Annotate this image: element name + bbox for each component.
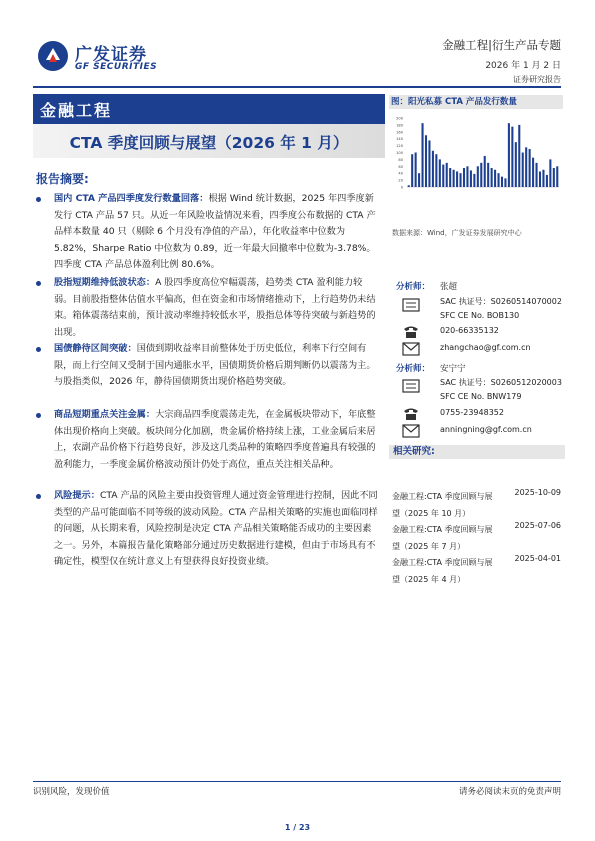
id-card-icon (402, 298, 420, 312)
related-title-line: 望（2025 年 4 月） (392, 575, 466, 584)
bullet-text: CTA 产品的风险主要由投资管理人通过资金管理进行控制，因此不同类型的产品可能面临不同等级的波动风险。CTA 产品相关策略的实施也面临同样的问题，从长期来看，风险控制是决定 CTA 产品相关策略能否成功的主要因素之一。另外，本篇报告量化策略部分通过历史数据进行建模，但由于市场具有不确定性，模型仅在统计意义上有望获得良好投资业绩。 (54, 490, 378, 568)
analyst-email[interactable]: anningning@gf.com.cn (440, 425, 532, 434)
chart-bar (473, 174, 475, 187)
analyst-name: 安宁宁 (440, 364, 466, 374)
chart-bar (435, 154, 437, 187)
chart-bar (408, 185, 410, 187)
chart-bar (525, 147, 527, 187)
chart-bar (432, 151, 434, 187)
bullet-lead: 股指短期维持低波状态： (54, 277, 156, 288)
y-tick-label: 60 (398, 164, 403, 169)
summary-bullet (36, 488, 380, 571)
chart-bar (446, 163, 448, 187)
analyst-label: 分析师： (396, 282, 431, 292)
phone-icon (402, 407, 420, 421)
summary-bullet (36, 341, 380, 391)
report-type: 证券研究报告 (513, 75, 561, 84)
chart-bar (484, 156, 486, 187)
report-date: 2026 年 1 月 2 日 (485, 61, 561, 71)
related-title-line: 金融工程:CTA 季度回顾与展 (392, 558, 493, 567)
y-tick-label: 200 (396, 116, 403, 121)
chart-bar (418, 173, 420, 187)
mail-icon (402, 342, 420, 356)
chart-bar (480, 163, 482, 187)
chart-bar (556, 166, 558, 187)
related-item-date: 2025-10-09 (514, 488, 561, 497)
related-title-line: 金融工程:CTA 季度回顾与展 (392, 525, 493, 534)
header-rule (33, 86, 561, 88)
chart-bar (546, 175, 548, 187)
chart-bar (515, 142, 517, 187)
logo-text-cn: 广发证券 (75, 45, 147, 65)
chart-bar (415, 153, 417, 188)
related-item-date: 2025-07-06 (514, 521, 561, 530)
chart-bar (422, 123, 424, 187)
analyst-phone: 0755-23948352 (440, 408, 504, 417)
chart-bar (542, 170, 544, 187)
y-tick-label: 140 (396, 137, 403, 142)
chart-bar (536, 163, 538, 187)
chart-bar (549, 159, 551, 187)
analyst-sac: SAC 执证号：S0260514070002 (440, 297, 562, 306)
summary-heading: 报告摘要: (36, 172, 89, 186)
chart-bar (477, 166, 479, 187)
analyst-sac: SAC 执证号：S0260512020003 (440, 378, 562, 387)
related-title-line: 金融工程:CTA 季度回顾与展 (392, 492, 493, 501)
report-category: 金融工程|衍生产品专题 (442, 38, 561, 52)
y-tick-label: 100 (396, 151, 403, 155)
chart-bar (498, 173, 500, 187)
gf-logo-icon (37, 40, 69, 72)
issuance-bar-chart (391, 115, 561, 200)
chart-bar (539, 171, 541, 187)
chart-bar (470, 170, 472, 187)
chart-bar (553, 168, 555, 187)
chart-bar (491, 168, 493, 187)
chart-bar (487, 163, 489, 187)
bullet-dot-icon (36, 413, 41, 418)
y-tick-label: 0 (400, 185, 403, 190)
chart-bar (453, 170, 455, 187)
y-tick-label: 180 (396, 123, 403, 128)
chart-bar (460, 173, 462, 187)
y-tick-label: 20 (398, 178, 403, 183)
bullet-dot-icon (36, 281, 41, 286)
phone-icon (402, 325, 420, 339)
bullet-lead: 国债静待区间突破： (54, 343, 137, 354)
y-tick-label: 40 (398, 171, 403, 176)
related-title-line: 望（2025 年 10 月） (392, 509, 471, 518)
footer-slogan: 识别风险，发现价值 (33, 787, 110, 797)
analyst-phone: 020-66335132 (440, 326, 499, 335)
bullet-lead: 风险提示： (54, 490, 100, 501)
related-item-title[interactable] (392, 488, 512, 522)
summary-bullet (36, 191, 380, 274)
chart-bar (501, 177, 503, 187)
document-title: CTA 季度回顾与展望（2026 年 1 月） (69, 134, 349, 152)
chart-bar (532, 158, 534, 187)
bullet-dot-icon (36, 347, 41, 352)
mail-icon (402, 424, 420, 438)
bullet-text: 国债到期收益率目前整体处于历史低位，利率下行空间有限，而上行空间又受制于国内通胀水平，国债期货价格后期判断仍以震荡为主。与股指类似，2026 年，静待国债期货出现价格趋势突破。 (54, 343, 376, 388)
chart-bar (518, 125, 520, 187)
bullet-text: 大宗商品四季度震荡走先，在金属板块带动下，年底整体出现价格向上突破。板块间分化加剧，贵金属价格持续上涨，工业金属后来居上，农副产品价格下行趋势良好，涉及这几类品种的策略四季度普遍具有较强的盈利能力，一季度金属价格波动预计仍处于高位，重点关注相关品种。 (54, 409, 376, 470)
bullet-dot-icon (36, 197, 41, 202)
related-heading: 相关研究: (389, 445, 565, 459)
id-card-icon (402, 379, 420, 393)
chart-bar (508, 123, 510, 187)
bullet-text: 根据 Wind 统计数据，2025 年四季度新发行 CTA 产品 57 只。从近一年风险收益情况来看，四季度公布数据的 CTA 产品样本数量 40 只（剔除 6 个月没有净值的产品），年化收益率中位数为 5.82%，Sharpe Ratio 中位数为 0.89，近一年最大回撤率中位数为-3.78%。四季度 CTA 产品总体盈利比例 80.6%。 (54, 193, 376, 271)
chart-bar (425, 135, 427, 187)
chart-bar (494, 170, 496, 187)
chart-bar (529, 149, 531, 187)
chart-bar (456, 171, 458, 187)
analyst-name: 张超 (440, 282, 458, 292)
related-item-date: 2025-04-01 (514, 554, 561, 563)
analyst-sfc: SFC CE No. BOB130 (440, 311, 520, 320)
chart-bar (428, 140, 430, 187)
chart-bar (511, 127, 513, 187)
section-title: 金融工程 (40, 101, 113, 120)
page-number: 1 / 23 (284, 823, 311, 832)
summary-bullet (36, 275, 380, 341)
chart-bar (522, 153, 524, 188)
bullet-lead: 商品短期重点关注金属： (54, 409, 156, 420)
figure-label: 图：阳光私募 CTA 产品发行数量 (389, 95, 563, 109)
chart-bar (411, 154, 413, 187)
related-item-title[interactable] (392, 554, 512, 588)
chart-bar (504, 178, 506, 187)
chart-bar (466, 166, 468, 187)
y-tick-label: 80 (398, 157, 403, 162)
analyst-sfc: SFC CE No. BNW179 (440, 392, 522, 401)
chart-bar (439, 159, 441, 187)
chart-bar (442, 165, 444, 187)
analyst-label: 分析师： (396, 364, 431, 374)
chart-bar (449, 168, 451, 187)
analyst-email[interactable]: zhangchao@gf.com.cn (440, 343, 531, 352)
y-tick-label: 160 (396, 130, 403, 135)
logo-text-en: GF SECURITIES (75, 62, 158, 72)
footer-disclaimer[interactable]: 请务必阅读末页的免责声明 (458, 787, 561, 797)
related-item-title[interactable] (392, 521, 512, 555)
y-tick-label: 120 (396, 144, 403, 149)
footer-rule (33, 781, 561, 782)
bullet-text: A 股四季度高位窄幅震荡，趋势类 CTA 盈利能力较弱。目前股指整体估值水平偏高，但在资金和市场情绪推动下，上行趋势仍未结束。箱体震荡结束前，预计波动率维持较低水平，股指总体等待突破与新趋势的出现。 (54, 277, 376, 338)
summary-bullet (36, 407, 380, 473)
bullet-dot-icon (36, 494, 41, 499)
bullet-lead: 国内 CTA 产品四季度发行数量回落： (54, 193, 209, 204)
chart-bar (463, 168, 465, 187)
related-title-line: 望（2025 年 7 月） (392, 542, 466, 551)
figure-source: 数据来源：Wind，广发证券发展研究中心 (392, 229, 522, 237)
